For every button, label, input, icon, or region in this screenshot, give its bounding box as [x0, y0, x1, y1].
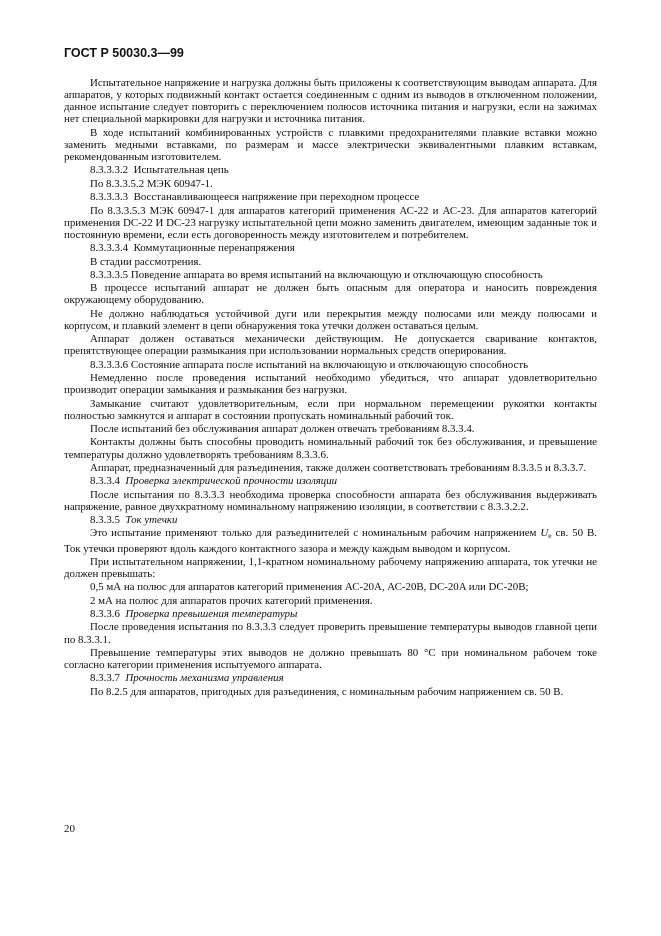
section-number: 8.3.3.7 [90, 672, 120, 685]
section-title: Испытательная цепь [133, 164, 229, 177]
document-body [64, 77, 597, 699]
section-heading [64, 672, 597, 684]
section-number: 8.3.3.3.4 [90, 242, 129, 255]
paragraph: Испытательное напряжение и нагрузка должны быть приложены к соответствующим выводам аппарата. Для аппаратов, у которых подвижный контакт остается соединенным с одним из выводов в отключенном положении, данное испытание следует повторить с переключением полюсов источника питания и нагрузки, если на зажимах нет специальной маркировки для нагрузки и источника питания. [64, 77, 597, 126]
section-number: 8.3.3.3.3 [90, 191, 129, 204]
section-heading [64, 242, 597, 254]
paragraph: Замыкание считают удовлетворительным, если при нормальном перемещении рукоятки контакты полностью замкнутся и аппарат в состоянии пропускать номинальный рабочий ток. [64, 397, 597, 422]
section-title: Коммутационные перенапряжения [133, 242, 295, 255]
section-heading [64, 191, 597, 203]
page-number: 20 [64, 823, 75, 835]
paragraph: Это испытание применяют только для разъединителей с номинальным рабочим напряжением $U_e$ св. 50 В. Ток утечки проверяют вдоль каждого контактного зазора и между каждым выводом и корпусом. [64, 527, 597, 555]
paragraph: Превышение температуры этих выводов не должно превышать 80 °С при номинальном рабочем токе согласно категории применения испытуемого аппарата. [64, 646, 597, 672]
paragraph: При испытательном напряжении, 1,1-кратном номинальному рабочему напряжению аппарата, ток утечки не должен превышать: [64, 555, 597, 581]
paragraph: В стадии рассмотрения. [90, 255, 202, 268]
paragraph: После проведения испытания по 8.3.3.3 следует проверить превышение температуры выводов главной цепи по 8.3.3.1. [64, 621, 597, 646]
paragraph: Контакты должны быть способны проводить номинальный рабочий ток без обслуживания, и превышение температуры должно удовлетворять требованиям 8.3.3.6. [64, 436, 597, 461]
section-number: 8.3.3.3.2 [90, 164, 129, 177]
paragraph: После испытаний без обслуживания аппарат должен отвечать требованиям 8.3.3.4. [90, 423, 475, 436]
paragraph: Немедленно после проведения испытаний необходимо убедиться, что аппарат удовлетворительно производит операции замыкания и размыкания без нагрузки. [64, 372, 597, 397]
paragraph: По 8.2.5 для аппаратов, пригодных для разъединения, с номинальным рабочим напряжением св. 50 В. [90, 685, 564, 698]
paragraph: После испытания по 8.3.3.3 необходима проверка способности аппарата без обслуживания выдерживать напряжение, равное двухкратному номинальному напряжению изоляции, в соответствии с 8.3.3.2.2. [64, 488, 597, 513]
section-number: 8.3.3.4 [90, 475, 120, 488]
paragraph: В ходе испытаний комбинированных устройств с плавкими предохранителями плавкие вставки можно заменить медными вставками, по размерам и массе электрически эквивалентными плавким вставкам, рекомендованным изготовителем. [64, 126, 597, 164]
voltage-symbol: U [540, 527, 549, 540]
paragraph: Не должно наблюдаться устойчивой дуги или перекрытия между полюсами или между полюсами и корпусом, и плавкий элемент в цепи обнаружения тока утечки должен оставаться целым. [64, 307, 597, 332]
list-item: 2 мА на полюс для аппаратов прочих категорий применения. [90, 594, 373, 607]
paragraph: 8.3.3.3.5 Поведение аппарата во время испытаний на включающую и отключающую способность [90, 268, 543, 281]
section-heading [64, 164, 597, 176]
section-number: 8.3.3.5 [90, 514, 120, 527]
paragraph: Аппарат должен оставаться механически действующим. Не допускается сваривание контактов, препятствующее операции размыкания при использовании нормальных средств оперирования. [64, 333, 597, 358]
section-heading [64, 514, 597, 526]
paragraph: В процессе испытаний аппарат не должен быть опасным для оператора и наносить повреждения окружающему оборудованию. [64, 282, 597, 307]
document-header: ГОСТ Р 50030.3—99 [64, 46, 184, 60]
paragraph: По 8.3.3.5.3 МЭК 60947-1 для аппаратов категорий применения АС-22 и АС-23. Для аппаратов категорий применения DC-22 И DC-23 нагрузку испытательной цепи можно заменить двигателем, имеющим заданные ток и постоянную времени, если есть договоренность между изготовителем и потребителем. [64, 204, 597, 241]
section-title: Прочность механизма управления [125, 672, 284, 685]
voltage-subscript: e [548, 531, 552, 541]
paragraph: Аппарат, предназначенный для разъединения, также должен соответствовать требованиям 8.3.3.5 и 8.3.3.7. [90, 461, 587, 474]
list-item: 0,5 мА на полюс для аппаратов категорий применения АС-20А, АС-20В, DC-20A или DC-20B; [90, 581, 529, 594]
paragraph: По 8.3.3.5.2 МЭК 60947-1. [90, 177, 213, 190]
section-title: Ток утечки [125, 514, 178, 527]
section-heading [64, 475, 597, 487]
section-title: Проверка превышения температуры [125, 608, 298, 621]
section-title: Восстанавливающееся напряжение при переходном процессе [133, 191, 420, 204]
section-title: Проверка электрической прочности изоляции [125, 475, 338, 488]
paragraph: 8.3.3.3.6 Состояние аппарата после испытаний на включающую и отключающую способность [90, 358, 529, 371]
section-heading [64, 608, 597, 620]
section-number: 8.3.3.6 [90, 608, 120, 621]
